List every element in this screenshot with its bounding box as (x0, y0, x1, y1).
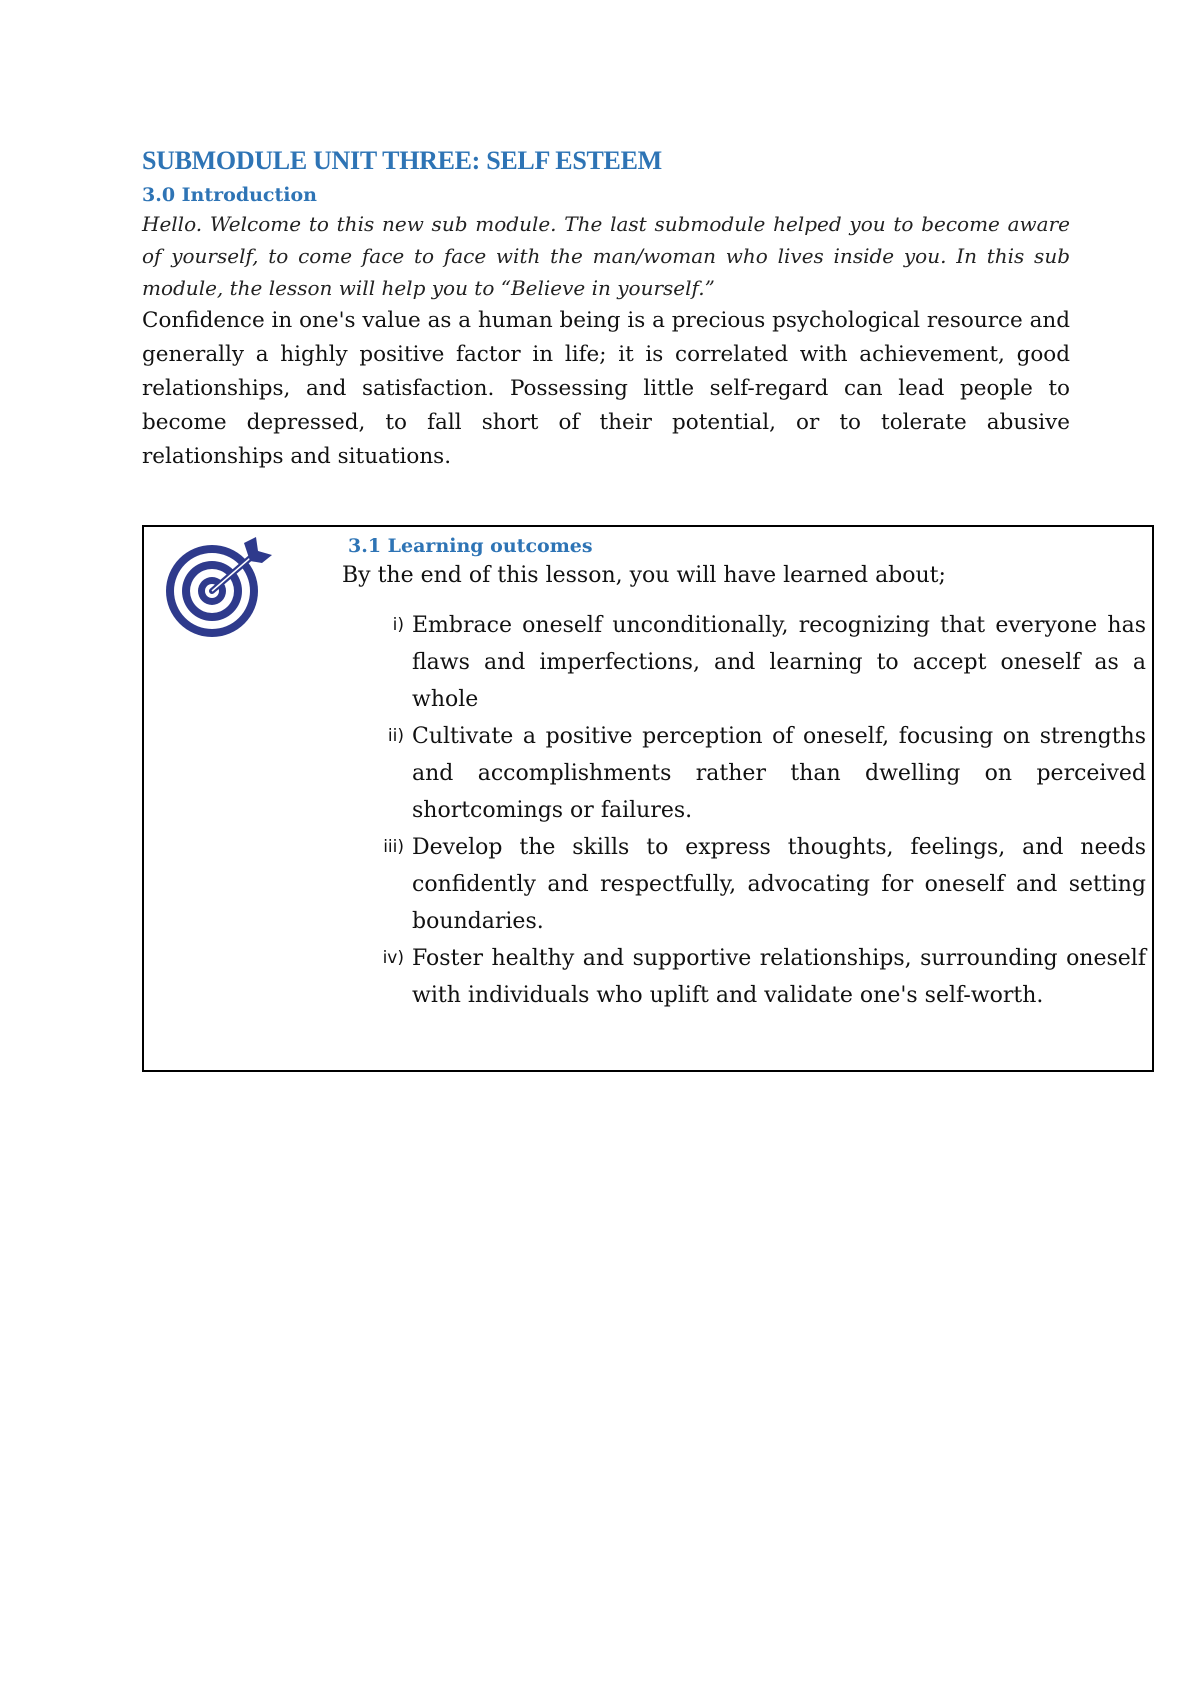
learning-outcomes-lead: By the end of this lesson, you will have learned about; (342, 563, 946, 588)
list-item-number: ii) (387, 726, 404, 746)
learning-outcomes-list (342, 607, 1146, 1014)
list-item-number: i) (392, 615, 404, 635)
list-item (342, 718, 1146, 829)
list-item-text: Embrace oneself unconditionally, recognizing that everyone has flaws and imperfections, and learning to accept oneself as a whole (412, 613, 1146, 712)
list-item-text: Develop the skills to express thoughts, feelings, and needs confidently and respectfully, advocating for oneself and setting boundaries. (412, 835, 1146, 934)
introduction-welcome-text: Hello. Welcome to this new sub module. The last submodule helped you to become aware of yourself, to come face to face with the man/woman who lives inside you. In this sub module, the lesson will help you to “Believe in yourself.” (142, 212, 1070, 300)
list-item-text: Cultivate a positive perception of oneself, focusing on strengths and accomplishments rather than dwelling on perceived shortcomings or failures. (412, 724, 1146, 823)
list-item (342, 607, 1146, 718)
list-item-number: iv) (382, 948, 404, 968)
introduction-heading: 3.0 Introduction (142, 184, 317, 206)
list-item (342, 829, 1146, 940)
introduction-body-text: Confidence in one's value as a human being is a precious psychological resource and generally a highly positive factor in life; it is correlated with achievement, good relationships, and satisfaction. Possessing little self-regard can lead people to become depressed, to fall short of their potential, or to tolerate abusive relationships and situations. (142, 308, 1071, 469)
list-item-number: iii) (383, 837, 404, 857)
learning-outcomes-box (142, 525, 1154, 1072)
learning-outcomes-content (342, 533, 1146, 1014)
document-page (142, 146, 1070, 474)
target-icon (162, 533, 276, 641)
list-item (342, 940, 1146, 1014)
module-title: SUBMODULE UNIT THREE: SELF ESTEEM (142, 146, 662, 175)
learning-outcomes-heading: 3.1 Learning outcomes (348, 535, 593, 557)
list-item-text: Foster healthy and supportive relationships, surrounding oneself with individuals who uplift and validate one's self-worth. (412, 946, 1146, 1008)
